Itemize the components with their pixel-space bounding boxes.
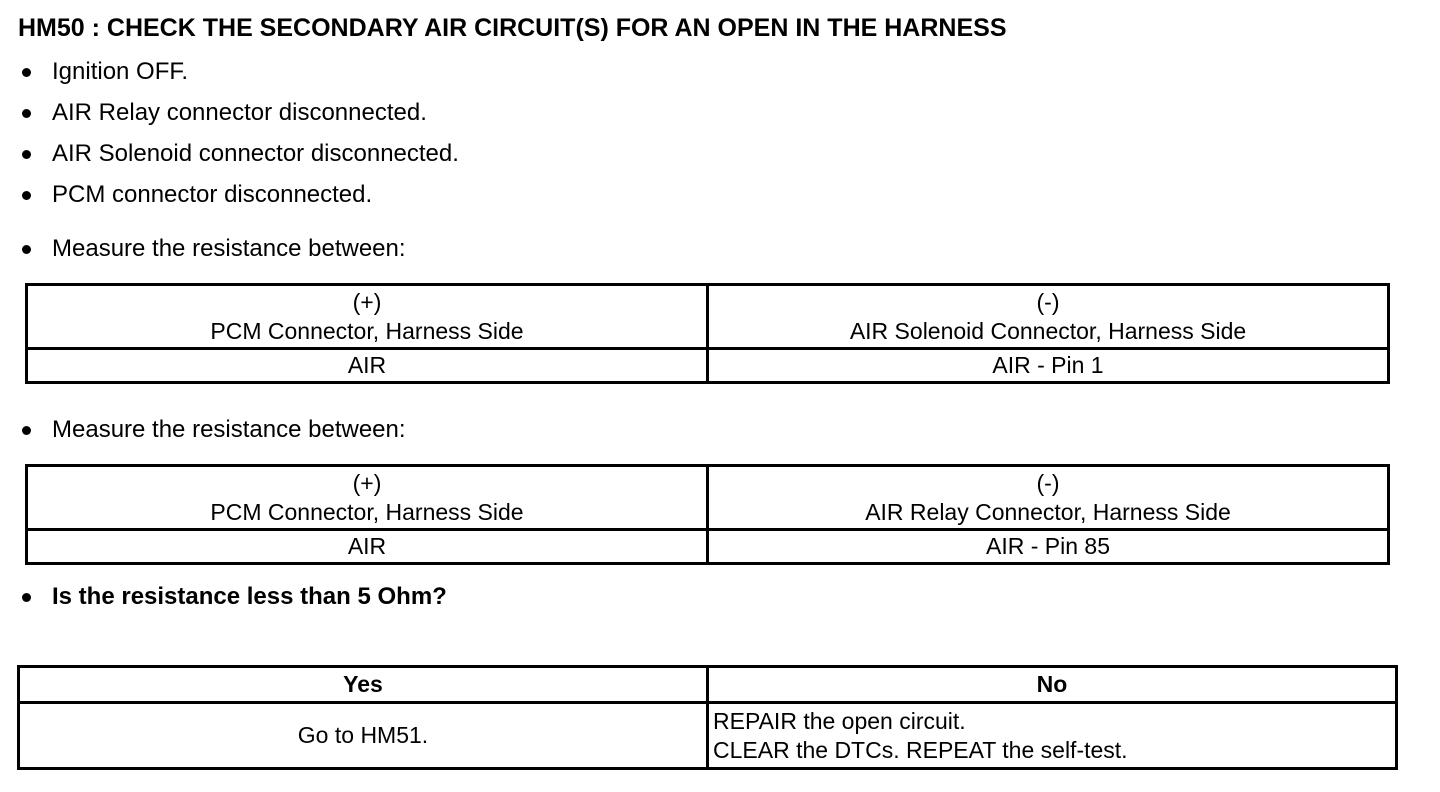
plus-sign: (+) <box>352 288 382 315</box>
bullet-icon <box>22 426 31 435</box>
no-header: No <box>708 667 1397 703</box>
minus-value-cell: AIR - Pin 85 <box>708 530 1389 564</box>
minus-connector-label: AIR Relay Connector, Harness Side <box>865 498 1231 525</box>
condition-item <box>18 58 188 86</box>
condition-text: AIR Relay connector disconnected. <box>52 99 427 126</box>
measurement-table-1 <box>25 283 1390 384</box>
plus-value-cell: AIR <box>27 530 708 564</box>
plus-header-cell <box>27 466 708 530</box>
plus-header-cell <box>27 285 708 349</box>
minus-connector-label: AIR Solenoid Connector, Harness Side <box>849 317 1247 344</box>
minus-sign: (-) <box>1036 469 1060 496</box>
measure-instruction-2 <box>18 416 406 444</box>
instruction-text: Measure the resistance between: <box>52 235 406 262</box>
bullet-icon <box>22 191 31 200</box>
no-action-cell <box>708 703 1397 769</box>
minus-value-cell: AIR - Pin 1 <box>708 349 1389 383</box>
minus-header-cell <box>708 285 1389 349</box>
condition-text: AIR Solenoid connector disconnected. <box>52 140 459 167</box>
plus-sign: (+) <box>352 469 382 496</box>
condition-text: PCM connector disconnected. <box>52 181 373 208</box>
plus-connector-label: PCM Connector, Harness Side <box>210 317 524 344</box>
bullet-icon <box>22 68 31 77</box>
question-text: Is the resistance less than 5 Ohm? <box>52 583 447 610</box>
step-title: HM50 : CHECK THE SECONDARY AIR CIRCUIT(S) FOR AN OPEN IN THE HARNESS <box>18 14 1007 42</box>
condition-text: Ignition OFF. <box>52 58 189 85</box>
bullet-icon <box>22 593 31 602</box>
measure-instruction-1 <box>18 235 406 263</box>
instruction-text: Measure the resistance between: <box>52 416 406 443</box>
condition-item <box>18 181 372 209</box>
question <box>18 583 447 611</box>
decision-table <box>17 665 1398 770</box>
bullet-icon <box>22 245 31 254</box>
no-action-line-1: REPAIR the open circuit. <box>713 707 966 734</box>
yes-header: Yes <box>19 667 708 703</box>
minus-header-cell <box>708 466 1389 530</box>
minus-sign: (-) <box>1036 288 1060 315</box>
bullet-icon <box>22 150 31 159</box>
measurement-table-2 <box>25 464 1390 565</box>
plus-value-cell: AIR <box>27 349 708 383</box>
bullet-icon <box>22 109 31 118</box>
yes-action-cell: Go to HM51. <box>19 703 708 769</box>
plus-connector-label: PCM Connector, Harness Side <box>210 498 524 525</box>
no-action-line-2: CLEAR the DTCs. REPEAT the self-test. <box>713 736 1128 763</box>
condition-item <box>18 99 427 127</box>
condition-item <box>18 140 459 168</box>
